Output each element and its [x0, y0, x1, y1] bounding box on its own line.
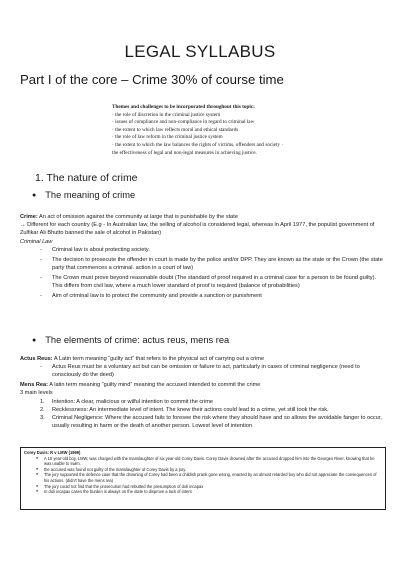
- themes-box: [112, 104, 372, 157]
- part-heading: Part I of the core – Crime 30% of course time: [20, 72, 284, 87]
- case-study-box: [20, 447, 386, 510]
- list-item: ● A 10 year-old boy, LMW, was charged with the manslaughter of six year-old Corey Davis. Corey Davis drowned after the accused dropped him into the Georges River, knowing that he was unable to swim.: [36, 456, 382, 467]
- actus-reus-label: Actus Reus:: [20, 356, 53, 362]
- mens-rea-text: A latin term meaning “guilty mind” meaning the accused intended to commit the crime: [47, 382, 261, 389]
- item-number: 1.: [40, 398, 45, 405]
- actus-reus-text: A Latin term meaning “guilty act” that refers to the physical act of carrying out a crime: [52, 356, 265, 362]
- item-text: Intention: A clear, malicious or wilful intention to commit the crime: [52, 398, 214, 405]
- list-item: [40, 398, 386, 406]
- themes-heading: Themes and challenges to be incorporated throughout this topic:: [112, 104, 255, 110]
- actus-reus-list: [20, 363, 386, 379]
- criminal-law-label: Criminal Law: [20, 238, 53, 245]
- subheading-text: The elements of crime: actus reus, mens rea: [45, 335, 230, 345]
- list-item: [40, 406, 386, 414]
- list-item: ● The jury could not find that the prosecution had rebutted the presumption of doli incapax: [36, 484, 382, 490]
- list-item: - The Crown must prove beyond reasonable doubt (The standard of proof required in a criminal case for a person to be found guilty). This differs from civil law, where a much lower standard of proof is required (balance of probabilities): [40, 274, 386, 290]
- criminal-law-list: [20, 246, 386, 300]
- crime-definition: [20, 213, 386, 221]
- list-item: ● the accused was found not guilty of the manslaughter of Corey Davis by a jury.: [36, 467, 382, 473]
- case-list: [24, 456, 382, 495]
- list-item: ● In doli incapax cases the burden is always on the state to disprove a lack of intent: [36, 489, 382, 495]
- page-title: LEGAL SYLLABUS: [124, 42, 276, 61]
- item-text: Criminal Negligence: Where the accused fails to foresee the risk where they should have and so allows the avoidable fanger to occur, usually resulting in harm or the death of another person. Lowest level of intention: [52, 415, 382, 430]
- item-text: Recklessness: An intermediate level of intent. The knew their actions could lead to a crime, yet still took the risk.: [52, 406, 329, 413]
- theme-item: · the extent to which the law balances the rights of victims, offenders and society ·: [112, 141, 284, 148]
- subheading-text: The meaning of crime: [45, 190, 136, 200]
- theme-item: the effectiveness of legal and non-legal measures in achieving justice.: [112, 149, 257, 156]
- mens-rea-label: Mens Rea:: [20, 382, 48, 389]
- bullet-icon: ●: [32, 192, 37, 199]
- crime-country-note: → Different for each country (E.g - In Australian law, the selling of alcohol is considered legal, whereas in April 1977, the populist government of Zulfikar Ali Bhutto banned the sale of alcohol in Pakistan): [20, 222, 375, 237]
- subheading-elements-of-crime: [32, 335, 229, 345]
- list-item: ● The jury supported the defence case that the drowning of Corey had been a childish prank gone wrong, enacted by an almost retarded boy who did not appreciate the consequences of his actions. (didn't have the mens rea): [36, 472, 382, 483]
- mens-rea-levels: [20, 398, 386, 431]
- list-item: - Criminal law is about protecting society.: [40, 246, 386, 254]
- crime-label: Crime:: [20, 214, 38, 220]
- meaning-of-crime-content: [20, 213, 386, 301]
- case-title: Corey Davis: R v LMW (1999): [24, 450, 81, 455]
- crime-def-text: An act of omission against the community at large that is punishable by the state: [37, 214, 238, 220]
- theme-item: · the role of discretion in the criminal justice system: [112, 111, 221, 118]
- levels-label: 3 main levels: [20, 390, 53, 397]
- theme-item: · the extent to which law reflects moral and ethical standards: [112, 126, 239, 133]
- item-number: 2.: [40, 406, 45, 413]
- theme-item: · the role of law reform in the criminal justice system: [112, 134, 223, 141]
- list-item: - Actus Reus must be a voluntary act but can be omission or failure to act, particularly in cases of criminal negligence (need to consciously do the deed): [40, 363, 386, 379]
- list-item: [40, 414, 386, 430]
- actus-reus-definition: [20, 355, 386, 363]
- subheading-meaning-of-crime: [32, 190, 135, 200]
- bullet-icon: ●: [32, 337, 37, 344]
- elements-of-crime-content: [20, 355, 386, 430]
- theme-item: · issues of compliance and non-compliance in regard to criminal law: [112, 119, 255, 126]
- list-item: - Aim of criminal law is to protect the community and provide a sanction or punishment: [40, 292, 386, 300]
- list-item: - The decision to prosecute the offender in court is made by the police and/or DPP. They are known as the state or the Crown (the state party that commences a criminal. action in a court of law): [40, 256, 386, 272]
- section-heading-nature-of-crime: 1. The nature of crime: [35, 172, 138, 184]
- item-number: 3.: [40, 415, 45, 422]
- mens-rea-definition: [20, 381, 386, 389]
